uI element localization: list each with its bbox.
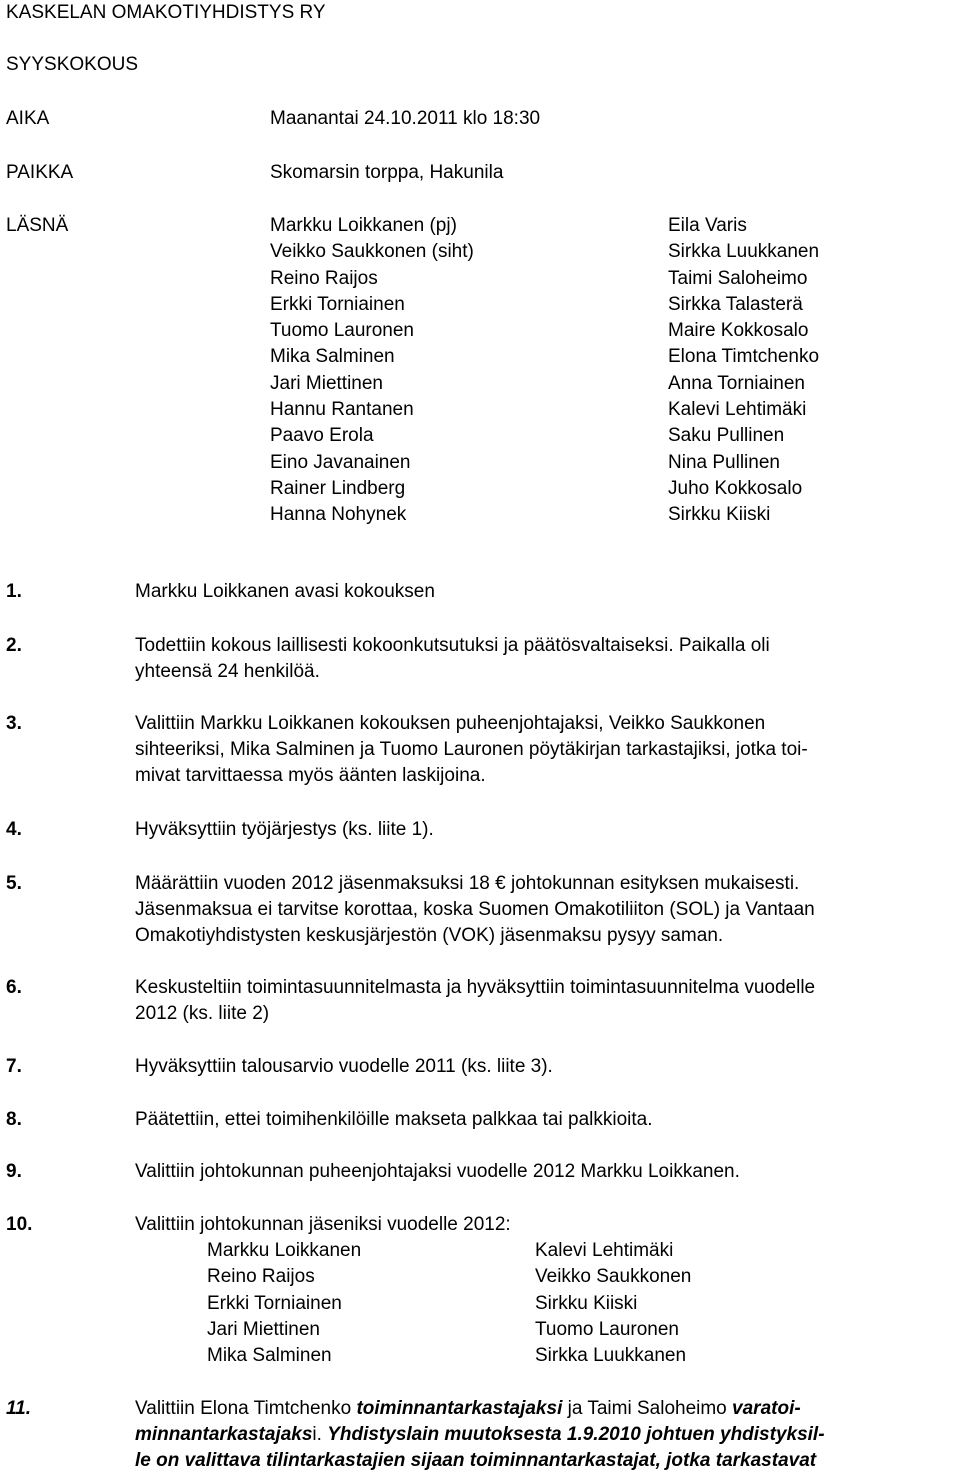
- item-number: 5.: [6, 873, 22, 894]
- item-line: Keskusteltiin toimintasuunnitelmasta ja hyväksyttiin toimintasuunnitelma vuodelle: [135, 977, 816, 998]
- attendee: Mika Salminen: [270, 346, 395, 368]
- attendee: Taimi Saloheimo: [668, 267, 808, 289]
- attendee: Sirkka Luukkanen: [668, 241, 820, 263]
- item-number: 7.: [6, 1056, 22, 1077]
- board-member: Veikko Saukkonen: [535, 1266, 692, 1288]
- item-line: Päätettiin, ettei toimihenkilöille makseta palkkaa tai palkkioita.: [135, 1109, 653, 1130]
- attendee: Kalevi Lehtimäki: [668, 399, 807, 421]
- aika-value: Maanantai 24.10.2011 klo 18:30: [270, 108, 541, 129]
- attendee: Sirkka Talasterä: [668, 293, 803, 315]
- item-number: 2.: [6, 635, 22, 656]
- item-line: yhteensä 24 henkilöä.: [135, 661, 320, 682]
- board-member: Reino Raijos: [207, 1266, 315, 1288]
- attendee: Elona Timtchenko: [668, 346, 820, 368]
- attendee: Eino Javanainen: [270, 451, 411, 473]
- item-number: 3.: [6, 713, 22, 734]
- attendee: Hannu Rantanen: [270, 399, 414, 421]
- item-line: Omakotiyhdistysten keskusjärjestön (VOK) jäsenmaksu pysyy saman.: [135, 925, 724, 946]
- item-text: [135, 1212, 511, 1238]
- attendee: Eila Varis: [668, 215, 747, 236]
- attendee: Saku Pullinen: [668, 425, 785, 447]
- attendees-column-2: [668, 213, 819, 529]
- item-text: [135, 1396, 825, 1474]
- item-number: 8.: [6, 1109, 22, 1130]
- aika-label: AIKA: [6, 108, 50, 129]
- item-line: Hyväksyttiin työjärjestys (ks. liite 1).: [135, 819, 434, 840]
- attendee: Nina Pullinen: [668, 451, 780, 473]
- item-line: Valittiin Elona Timtchenko toiminnantarkastajaksi ja Taimi Saloheimo varatoi-: [135, 1398, 801, 1419]
- attendees-column-1: [270, 213, 474, 529]
- attendee: Sirkku Kiiski: [668, 504, 771, 526]
- attendee: Juho Kokkosalo: [668, 477, 803, 499]
- item-line: Määrättiin vuoden 2012 jäsenmaksuksi 18 € johtokunnan esityksen mukaisesti.: [135, 873, 800, 894]
- attendee: Hanna Nohynek: [270, 504, 407, 526]
- item-text: [135, 1159, 740, 1185]
- item-line: Valittiin johtokunnan puheenjohtajaksi vuodelle 2012 Markku Loikkanen.: [135, 1161, 740, 1182]
- board-member: Mika Salminen: [207, 1345, 332, 1367]
- attendee: Rainer Lindberg: [270, 477, 406, 499]
- item-number: 1.: [6, 581, 22, 602]
- board-column-2: [535, 1238, 691, 1369]
- attendee: Tuomo Lauronen: [270, 320, 415, 342]
- board-member: Tuomo Lauronen: [535, 1318, 680, 1340]
- item-line: Todettiin kokous laillisesti kokoonkutsutuksi ja päätösvaltaiseksi. Paikalla oli: [135, 635, 770, 656]
- item-text: [135, 1107, 653, 1133]
- item-line: Valittiin Markku Loikkanen kokouksen puheenjohtajaksi, Veikko Saukkonen: [135, 713, 766, 734]
- item-text: [135, 633, 770, 685]
- paikka-label: PAIKKA: [6, 162, 74, 183]
- item-line: Valittiin johtokunnan jäseniksi vuodelle 2012:: [135, 1214, 511, 1235]
- attendee: Jari Miettinen: [270, 372, 383, 394]
- item-line: Markku Loikkanen avasi kokouksen: [135, 581, 435, 602]
- board-member: Sirkka Luukkanen: [535, 1345, 687, 1367]
- item-number: 4.: [6, 819, 22, 840]
- item-text: [135, 871, 815, 949]
- item-text: [135, 711, 808, 789]
- attendee: Anna Torniainen: [668, 372, 805, 394]
- item-line: mivat tarvittaessa myös äänten laskijoina.: [135, 765, 486, 786]
- attendee: Maire Kokkosalo: [668, 320, 809, 342]
- board-member: Sirkku Kiiski: [535, 1292, 638, 1314]
- item-number: 11.: [6, 1398, 32, 1419]
- item-line: sihteeriksi, Mika Salminen ja Tuomo Lauronen pöytäkirjan tarkastajiksi, jotka toi-: [135, 739, 808, 760]
- item-line: Hyväksyttiin talousarvio vuodelle 2011 (ks. liite 3).: [135, 1056, 553, 1077]
- item-number: 9.: [6, 1161, 22, 1182]
- item-line: 2012 (ks. liite 2): [135, 1003, 270, 1024]
- item-line: Jäsenmaksua ei tarvitse korottaa, koska Suomen Omakotiliiton (SOL) ja Vantaan: [135, 899, 815, 920]
- item-text: [135, 975, 815, 1027]
- attendee: Reino Raijos: [270, 267, 378, 289]
- organization-name: KASKELAN OMAKOTIYHDISTYS RY: [6, 2, 326, 23]
- lasna-label: LÄSNÄ: [6, 215, 69, 236]
- item-number: 10.: [6, 1214, 33, 1235]
- meeting-title: SYYSKOKOUS: [6, 54, 138, 75]
- item-number: 6.: [6, 977, 22, 998]
- board-member: Markku Loikkanen: [207, 1240, 362, 1261]
- item-text: [135, 1054, 553, 1080]
- attendee: Paavo Erola: [270, 425, 374, 447]
- paikka-value: Skomarsin torppa, Hakunila: [270, 162, 504, 183]
- attendee: Markku Loikkanen (pj): [270, 215, 457, 236]
- item-text: [135, 817, 434, 843]
- item-line: le on valittava tilintarkastajien sijaan toiminnantarkastajat, jotka tarkastavat: [135, 1450, 817, 1471]
- item-text: [135, 579, 435, 605]
- board-member: Jari Miettinen: [207, 1318, 320, 1340]
- attendee: Erkki Torniainen: [270, 293, 405, 315]
- board-member: Erkki Torniainen: [207, 1292, 342, 1314]
- board-member: Kalevi Lehtimäki: [535, 1240, 674, 1261]
- board-column-1: [207, 1238, 361, 1369]
- item-line: minnantarkastajaksi. Yhdistyslain muutoksesta 1.9.2010 johtuen yhdistyksil-: [135, 1424, 825, 1445]
- attendee: Veikko Saukkonen (siht): [270, 241, 474, 263]
